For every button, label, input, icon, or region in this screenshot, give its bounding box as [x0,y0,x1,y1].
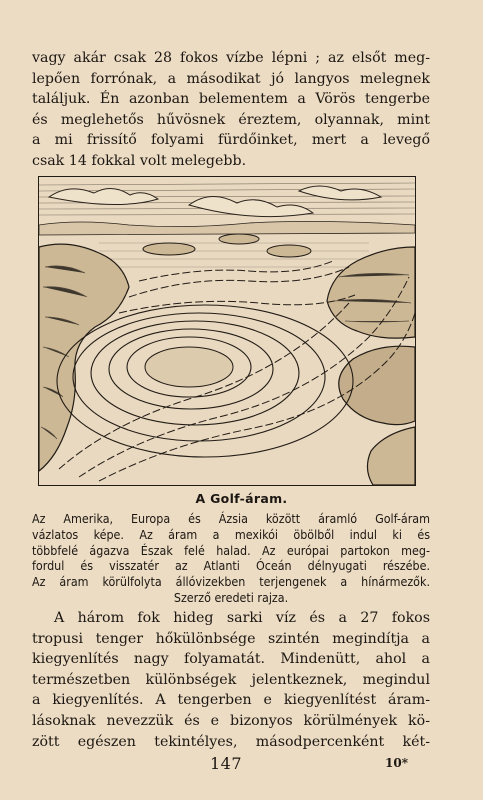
text-line: kiegyenlítés nagy folyamatát. Mindenütt, ahol a [32,651,430,668]
caption-line: Az áram körülfolyta állóvizekben terjengenek a hínármezők. [32,574,430,590]
text-line: a kiegyenlítés. A tengerben e kiegyenlítést áram- [32,692,430,709]
figure-title: A Golf-áram. [195,491,288,506]
caption-line: fordul és visszatér az Atlanti Óceán délnyugati részébe. [32,558,430,574]
text-line: csak 14 fokkal volt melegebb. [32,152,247,169]
text-line: tropusi tenger hőkülönbsége szintén megindítja a [32,630,430,647]
caption-line: Az Amerika, Europa és Ázsia között áramló Golf-áram [32,511,430,526]
text-line: lásoknak nevezzük és e bizonyos körülmények kö- [32,712,430,729]
text-line: a mi frissítő folyami fürdőinket, mert a levegő [32,132,430,149]
figure-credit: Szerző eredeti rajza. [173,589,289,605]
paragraph-top [32,48,430,172]
text-line: A három fok hideg sarki víz és a 27 fokos [54,610,430,626]
text-line: és meglehetős hűvösnek éreztem, olyannak, mint [32,111,430,128]
figure-caption [32,511,430,606]
text-line: zött egészen tekintélyes, másodpercenként két- [32,733,430,750]
caption-line: vázlatos képe. Az áram a mexikói öbölből indul ki és [32,526,430,542]
caption-line: többfelé ágazva Észak felé halad. Az európai partokon meg- [32,542,430,558]
paragraph-bottom [32,608,430,752]
text-line: lepően forrónak, a másodikat jó langyos melegnek [32,70,430,87]
page-number: 147 [210,754,243,773]
text-line: természetben különbségek jelentkeznek, megindul [32,671,430,688]
text-line: vagy akár csak 28 fokos vízbe lépni ; az elsőt meg- [32,50,430,66]
signature-mark: 10* [385,756,408,770]
text-line: találjuk. Én azonban belementem a Vörös tengerbe [32,91,430,108]
gulf-stream-illustration [38,176,416,486]
